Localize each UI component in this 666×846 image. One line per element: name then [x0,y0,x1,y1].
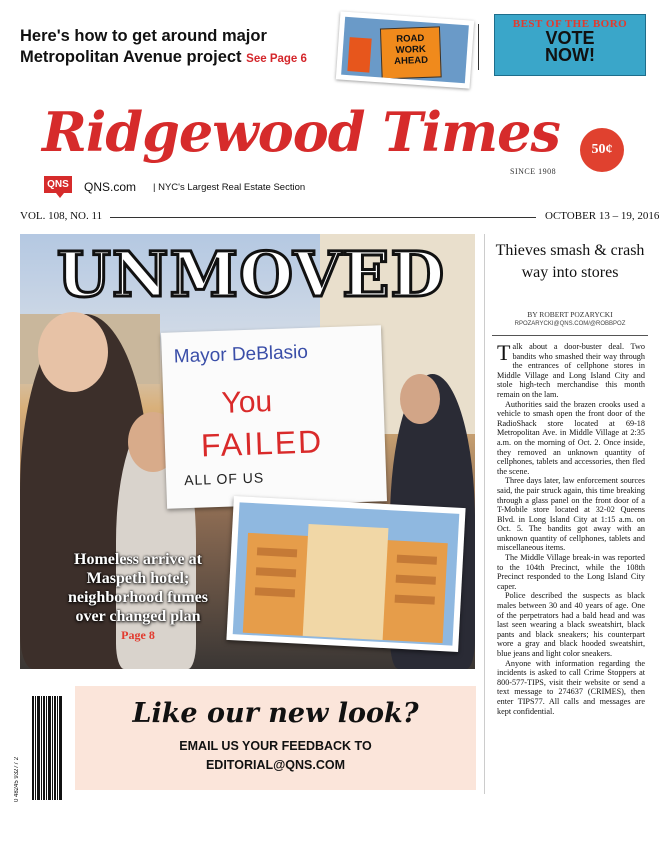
vote-promo-title: BEST OF THE BORO [512,18,628,30]
barcode-icon [32,696,62,800]
drop-cap: T [497,340,511,365]
article-rule [492,335,648,336]
cover-caption-page: Page 8 [121,628,155,642]
feedback-title: Like our new look? [132,698,419,729]
sign-line: FAILED [200,423,324,464]
feedback-line: EMAIL US YOUR FEEDBACK TO [179,739,372,753]
site-link[interactable]: QNS.com [84,180,137,194]
article-paragraph: The Middle Village break-in was reported to the 104th Precinct, while the 108th Precinct responded to the Long Island City caper. [497,553,645,591]
article-paragraph: Talk about a door-buster deal. Two bandits who smashed their way through the entrances of cellphone stores in Middle Village and Long Island City and stole high-tech merchandise this month remain on the lam. [497,340,645,399]
since-label: SINCE 1908 [510,167,557,176]
protester-head [38,312,108,392]
sign-line: You [220,385,273,420]
masthead-title: Ridgewood Times [42,100,560,164]
road-work-photo [336,11,474,88]
article-paragraph: Police described the suspects as black males between 30 and 40 years of age. One of the perpetrators had a bald head and was last seen wearing a black sweatshirt, black pants and black sneakers; his counterpart wore a gray and black hooded sweatshirt, blue jeans and light color sneakers. [497,591,645,658]
qns-logo[interactable]: QNS [44,176,72,193]
issue-rule [110,217,536,218]
vote-promo[interactable] [494,14,646,76]
cover-headline: UNMOVED [56,238,446,311]
article-body [497,342,645,716]
feedback-box[interactable] [75,686,476,790]
top-teaser[interactable] [20,26,330,70]
vote-promo-line3: NOW! [545,45,595,65]
teaser-headline: Here's how to get around major Metropolitan Avenue project [20,27,267,66]
volume-label: VOL. 108, NO. 11 [20,210,103,222]
tagline: | NYC's Largest Real Estate Section [153,182,306,193]
teaser-page-ref: See Page 6 [246,53,307,65]
article-paragraph: Three days later, law enforcement sources said, the pair struck again, this time breaking through a glass panel on the front door of a T-Mobile store located at 32-02 Queens Blvd. in Long Island City at 1:15 a.m. on Oct. 5. The bandits got away with an unknown quantity of cellphones, tablets and miscellaneous items. [497,476,645,553]
divider [478,24,479,70]
road-work-sign: ROAD WORK AHEAD [380,26,442,79]
price-badge: 50¢ [580,128,624,172]
protest-sign [161,325,387,509]
issue-dates: OCTOBER 13 – 19, 2016 [545,210,660,222]
cover-caption-text: Homeless arrive at Maspeth hotel; neighborhood fumes over changed plan [67,551,209,625]
sign-line: ALL OF US [183,469,265,489]
barcode-digits: 0 48245 93277 2 [14,756,20,802]
article-contact: RPOZARYCKI@QNS.COM/@ROBBPOZ [514,321,626,327]
hotel-tower [303,524,389,640]
feedback-email-link[interactable]: EDITORIAL@QNS.COM [205,758,346,772]
traffic-cone-icon [347,37,371,72]
hotel-inset-photo [226,496,465,652]
sign-line: Mayor DeBlasio [173,341,309,368]
cover-caption[interactable] [60,550,216,645]
protester-head [400,374,440,424]
article-paragraph: Anyone with information regarding the incidents is asked to call Crime Stoppers at 800-577-TIPS, visit their website or send a text message to 274637 (CRIMES), then enter TIPS77. All calls and messages are kept confidential. [497,658,645,716]
vote-promo-line2: VOTE [545,28,595,48]
article-byline: BY ROBERT POZARYCKI [527,310,613,319]
article-paragraph: Authorities said the brazen crooks used a vehicle to smash open the front door of the RadioShack store located at 69-18 Metropolitan Ave. in Middle Village at 2:35 a.m. on the morning of Oct. 2. Once inside, they removed an unknown quantity of cellphones, tablets and accessories, then fled the scene. [497,399,645,476]
column-rule [484,234,485,794]
article-headline[interactable]: Thieves smash & crash way into stores [495,242,645,281]
cover-photo[interactable] [20,234,475,669]
qns-logo-pointer [56,193,64,198]
